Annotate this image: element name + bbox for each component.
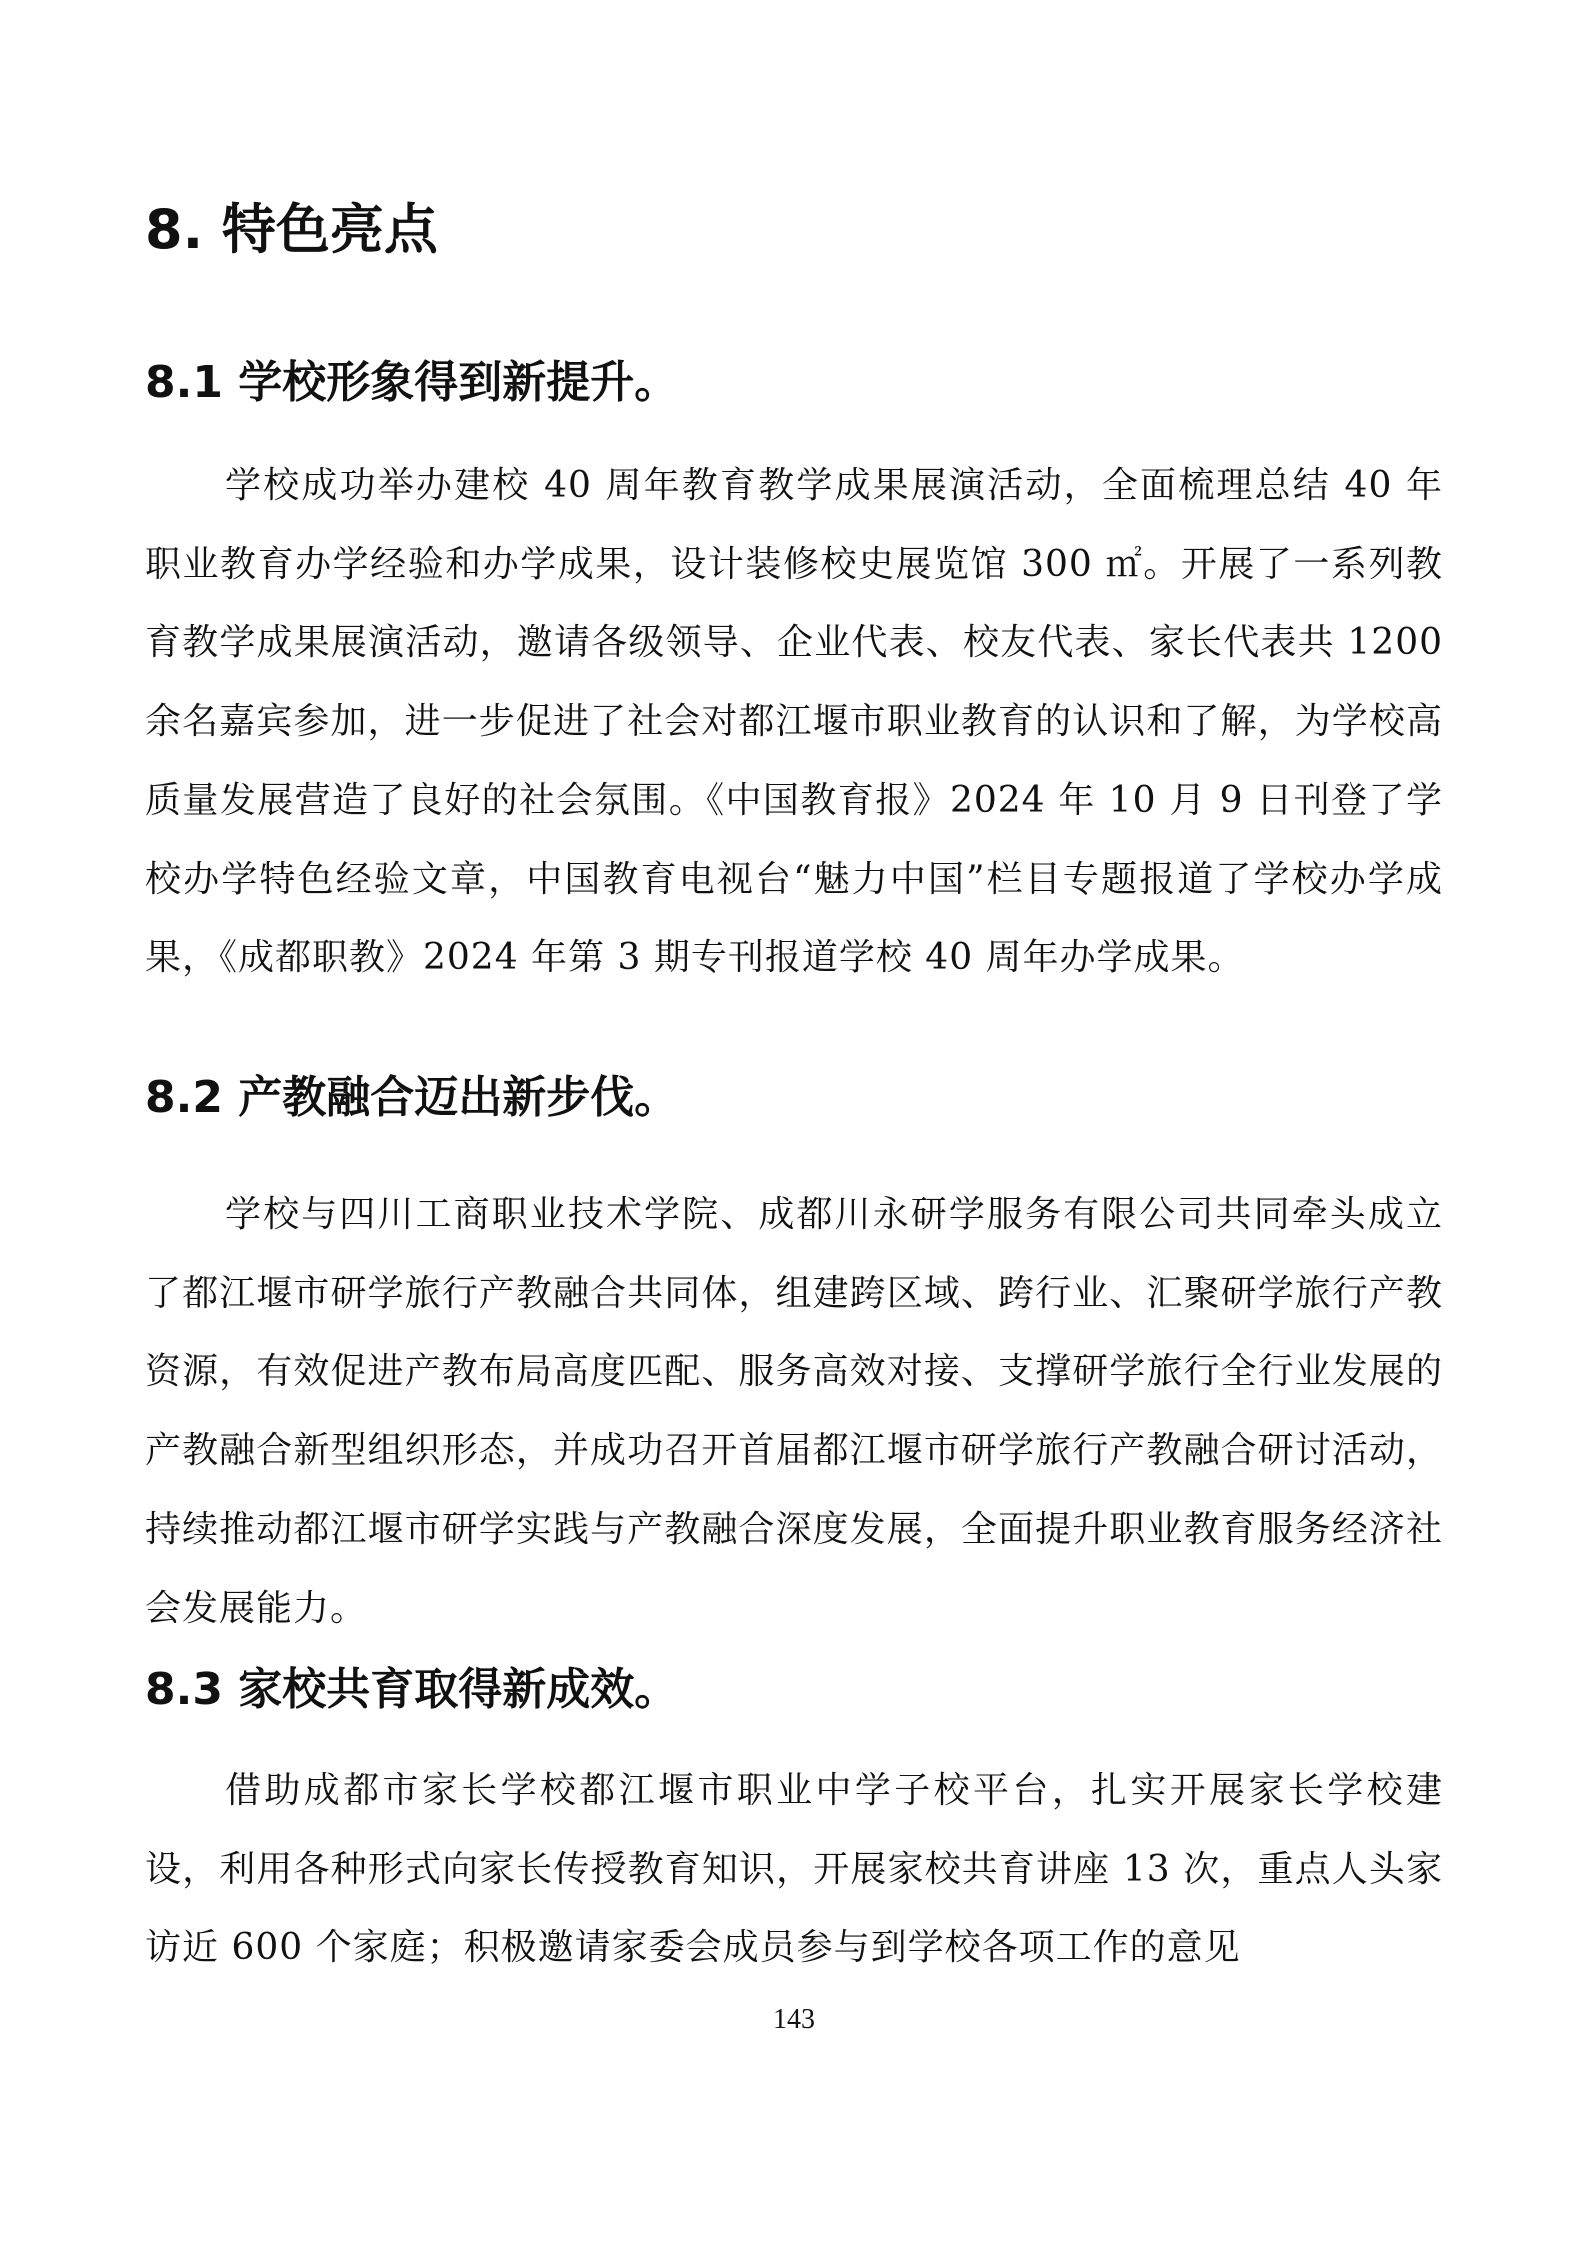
page-number: 143 — [773, 2004, 815, 2035]
chapter-title: 8. 特色亮点 — [145, 198, 438, 261]
section-heading-8-1: 8.1 学校形象得到新提升。 — [145, 357, 679, 408]
section-body-8-1: 学校成功举办建校 40 周年教育教学成果展演活动，全面梳理总结 40 年职业教育办学经验和办学成果，设计装修校史展览馆 300 ㎡。开展了一系列教育教学成果展演活动，邀请各级领导、企业代表、校友代表、家长代表共 1200 余名嘉宾参加，进一步促进了社会对都江堰市职业教育的认识和了解，为学校高质量发展营造了良好的社会氛围。《中国教育报》2024 年 10 月 9 日刊登了学校办学特色经验文章，中国教育电视台“魅力中国”栏目专题报道了学校办学成果，《成都职教》2024 年第 3 期专刊报道学校 40 周年办学成果。 — [145, 465, 1443, 979]
section-body-8-3: 借助成都市家长学校都江堰市职业中学子校平台，扎实开展家长学校建设，利用各种形式向家长传授教育知识，开展家校共育讲座 13 次，重点人头家访近 600 个家庭；积极邀请家委会成员参与到学校各项工作的意见 — [145, 1770, 1443, 1969]
section-body-8-2: 学校与四川工商职业技术学院、成都川永研学服务有限公司共同牵头成立了都江堰市研学旅行产教融合共同体，组建跨区域、跨行业、汇聚研学旅行产教资源，有效促进产教布局高度匹配、服务高效对接、支撑研学旅行全行业发展的产教融合新型组织形态，并成功召开首届都江堰市研学旅行产教融合研讨活动，持续推动都江堰市研学实践与产教融合深度发展，全面提升职业教育服务经济社会发展能力。 — [145, 1194, 1443, 1629]
section-heading-8-3: 8.3 家校共育取得新成效。 — [145, 1664, 679, 1715]
section-heading-8-2: 8.2 产教融合迈出新步伐。 — [145, 1072, 679, 1123]
